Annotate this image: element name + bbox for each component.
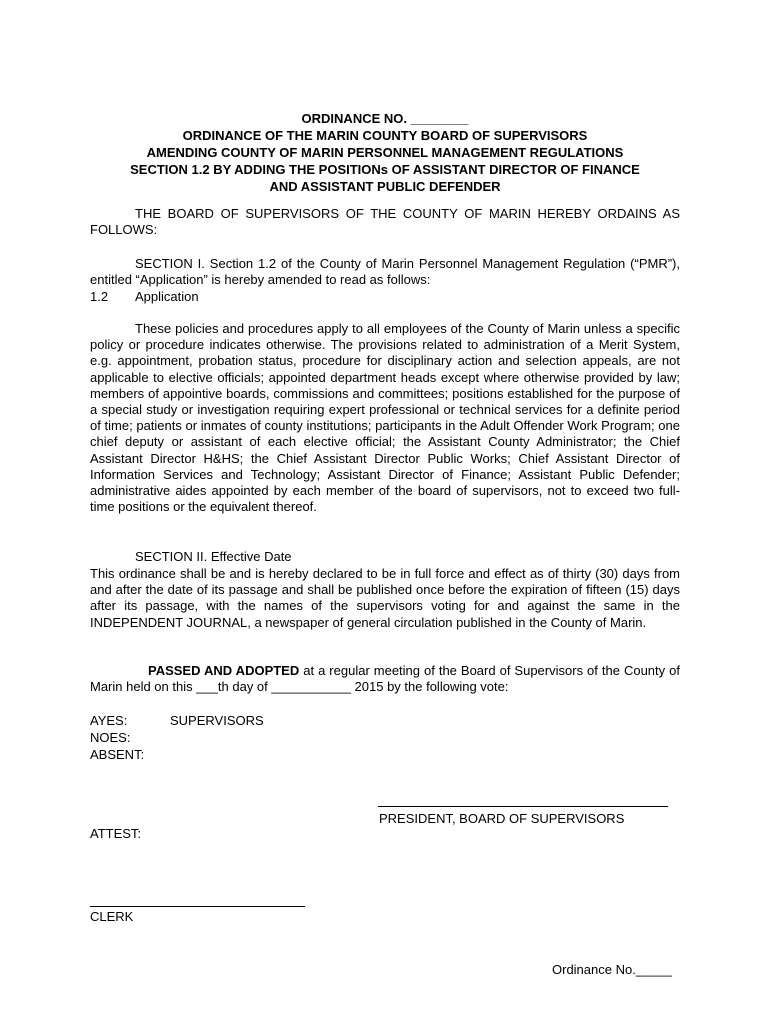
ordinance-title-line: ORDINANCE OF THE MARIN COUNTY BOARD OF SUPERVISORS (182, 128, 588, 143)
attest-label: ATTEST: (90, 826, 142, 841)
ordinance-title-line: AMENDING COUNTY OF MARIN PERSONNEL MANAGEMENT REGULATIONS (146, 145, 624, 160)
section-1-paragraph: SECTION I. Section 1.2 of the County of Marin Personnel Management Regulation (“PMR”), entitled “Application” is hereby amended to read as follows: (90, 256, 680, 288)
clerk-signature-label: CLERK (90, 909, 134, 924)
section-2-title: SECTION II. Effective Date (135, 549, 292, 564)
passed-adopted-paragraph (90, 663, 680, 695)
ordinance-title-line: SECTION 1.2 BY ADDING THE POSITIONs OF ASSISTANT DIRECTOR OF FINANCE (130, 162, 640, 177)
ayes-label: AYES: (90, 713, 128, 728)
section-1-2-heading (90, 289, 680, 305)
section-title: Application (135, 289, 199, 304)
ordinance-number-title: ORDINANCE NO. ________ (301, 111, 469, 126)
passed-adopted-label: PASSED AND ADOPTED (148, 663, 300, 678)
ordinance-heading (60, 110, 710, 195)
ayes-value: SUPERVISORS (170, 713, 264, 728)
application-paragraph: These policies and procedures apply to all employees of the County of Marin unless a specific policy or procedure indicates otherwise. The provisions related to administration of a Merit System, e.g. appointment, probation status, procedure for disciplinary action and selection appeals, are not applicable to elective officials; appointed department heads except where otherwise provided by law; members of appointive boards, commissions and committees; positions established for the purpose of a special study or investigation requiring expert professional or technical services for a definite period of time; patients or inmates of county institutions; participants in the Adult Offender Work Program; one chief deputy or assistant of each elective official; the Assistant County Administrator; the Chief Assistant Director H&HS; the Chief Assistant Director Public Works; Chief Assistant Director of Information Services and Technology; Assistant Director of Finance; Assistant Public Defender; administrative aides appointed by each member of the board of supervisors, not to exceed two full-time positions or the equivalent thereof. (90, 321, 680, 515)
section-number: 1.2 (90, 289, 109, 304)
passed-adopted-text: at a regular meeting of the Board of Supervisors of the County of Marin held on this ___th day of ___________ 2015 by the following vote: (90, 663, 680, 695)
noes-label: NOES: (90, 730, 131, 745)
absent-label: ABSENT: (90, 747, 145, 762)
intro-paragraph: THE BOARD OF SUPERVISORS OF THE COUNTY OF MARIN HEREBY ORDAINS AS FOLLOWS: (90, 206, 680, 238)
president-signature-label: PRESIDENT, BOARD OF SUPERVISORS (379, 811, 625, 826)
clerk-signature-line (90, 906, 305, 907)
vote-block (90, 712, 264, 763)
ayes-row (90, 712, 264, 729)
footer-ordinance-number: Ordinance No._____ (552, 962, 672, 977)
absent-row (90, 746, 264, 763)
ordinance-title-line: AND ASSISTANT PUBLIC DEFENDER (269, 179, 501, 194)
noes-row (90, 729, 264, 746)
section-2-paragraph: This ordinance shall be and is hereby declared to be in full force and effect as of thirty (30) days from and after the date of its passage and shall be published once before the expiration of fifteen (15) days after its passage, with the names of the supervisors voting for and against the same in the INDEPENDENT JOURNAL, a newspaper of general circulation published in the County of Marin. (90, 566, 680, 630)
president-signature-line (378, 806, 668, 807)
